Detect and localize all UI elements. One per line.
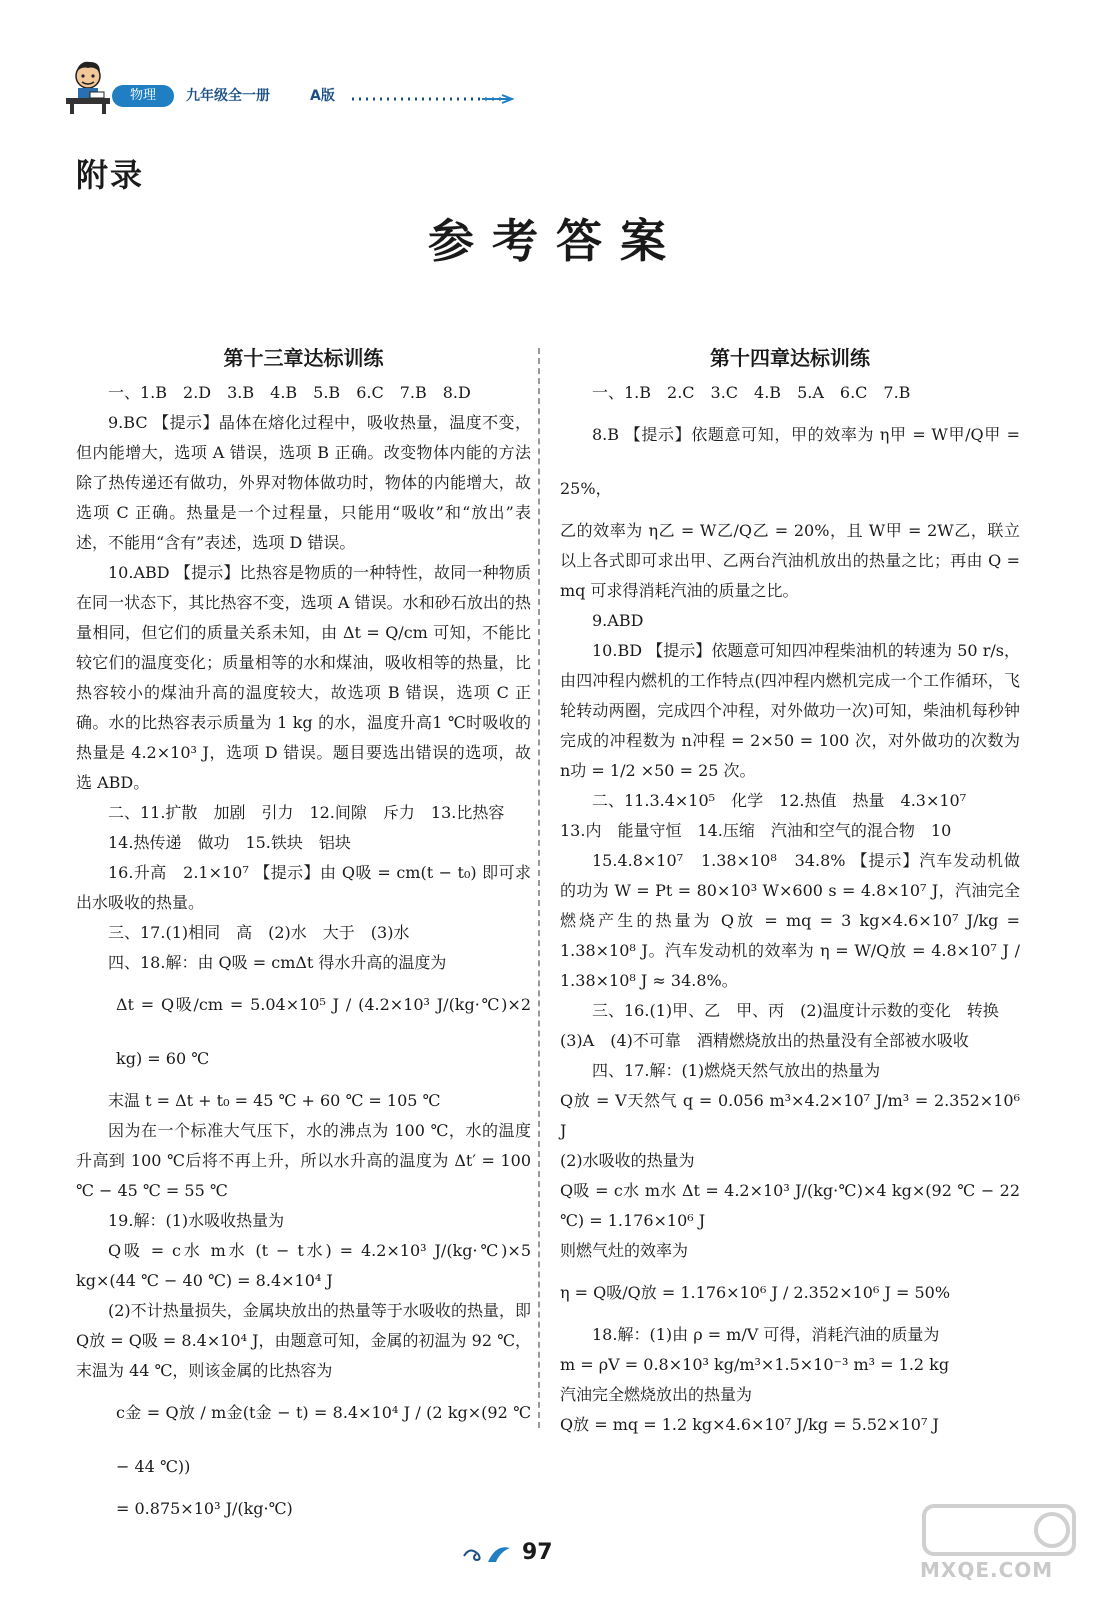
formula-line: m = ρV = 0.8×10³ kg/m³×1.5×10⁻³ m³ = 1.2 kg xyxy=(560,1355,950,1374)
page-number: 97 xyxy=(522,1540,553,1565)
edition-label: A版 xyxy=(310,88,335,104)
answer-line: 10.BD 【提示】依题意可知四冲程柴油机的转速为 50 r/s，由四冲程内燃机的工作特点(四冲程内燃机完成一个工作循环，飞轮转动两圈，完成四个冲程，对外做功一次)可知，柴油机每秒钟完成的冲程数为 n冲程 = 2×50 = 100 次，对外做功的次数为 n功 = 1/2 ×50 = 25 次。 xyxy=(560,641,1020,780)
answer-line: 三、17.(1)相同 高 (2)水 大于 (3)水 xyxy=(108,923,410,942)
answer-line: 末温 t = Δt + t₀ = 45 ℃ + 60 ℃ = 105 ℃ xyxy=(108,1091,441,1110)
dotted-arrow-icon xyxy=(352,94,522,104)
formula-line: c金 = Q放 / m金(t金 − t) = 8.4×10⁴ J / (2 kg×(92 ℃ − 44 ℃)) xyxy=(116,1403,531,1476)
answer-line: 一、1.B 2.D 3.B 4.B 5.B 6.C 7.B 8.D xyxy=(108,383,471,402)
answer-line: 19.解：(1)水吸收热量为 xyxy=(108,1211,285,1230)
formula-line: = 0.875×10³ J/(kg·℃) xyxy=(116,1499,293,1518)
formula-line: η = Q吸/Q放 = 1.176×10⁶ J / 2.352×10⁶ J = 50% xyxy=(560,1283,951,1302)
watermark xyxy=(920,1500,1090,1590)
answer-line: (3)A (4)不可靠 酒精燃烧放出的热量没有全部被水吸收 xyxy=(560,1031,969,1050)
answer-line: 则燃气灶的效率为 xyxy=(560,1241,689,1260)
formula-line: Q放 = mq = 1.2 kg×4.6×10⁷ J/kg = 5.52×10⁷ J xyxy=(560,1415,939,1434)
answer-line: 14.热传递 做功 15.铁块 铝块 xyxy=(108,833,351,852)
answer-line: 15.4.8×10⁷ 1.38×10⁸ 34.8% 【提示】汽车发动机做的功为 W = Pt = 80×10³ W×600 s = 4.8×10⁷ J，汽油完全燃烧产生的热量为 Q放 = mq = 3 kg×4.6×10⁷ J/kg = 1.38×10⁸ J。汽车发动机的效率为 η = W/Q放 = 4.8×10⁷ J / 1.38×10⁸ J ≈ 34.8%。 xyxy=(560,851,1020,990)
answer-line: Q吸 = c水 m水 (t − t水) = 4.2×10³ J/(kg·℃)×5 kg×(44 ℃ − 40 ℃) = 8.4×10⁴ J xyxy=(76,1241,531,1290)
answer-line: (2)水吸收的热量为 xyxy=(560,1151,695,1170)
answer-line: 四、18.解：由 Q吸 = cmΔt 得水升高的温度为 xyxy=(108,953,447,972)
section-title: 第十四章达标训练 xyxy=(710,346,870,370)
boy-at-desk-icon xyxy=(62,58,114,116)
formula-line: Δt = Q吸/cm = 5.04×10⁵ J / (4.2×10³ J/(kg·℃)×2 kg) = 60 ℃ xyxy=(116,995,531,1068)
answer-line: 9.ABD xyxy=(592,611,644,630)
answer-line: 因为在一个标准大气压下，水的沸点为 100 ℃，水的温度升高到 100 ℃后将不再上升，所以水升高的温度为 Δt′ = 100 ℃ − 45 ℃ = 55 ℃ xyxy=(76,1121,531,1200)
page-title: 参考答案 xyxy=(428,214,684,268)
watermark-logo-icon xyxy=(920,1500,1090,1560)
answer-line: 二、11.扩散 加剧 引力 12.间隙 斥力 13.比热容 xyxy=(108,803,505,822)
answer-line: 二、11.3.4×10⁵ 化学 12.热值 热量 4.3×10⁷ xyxy=(592,791,967,810)
column-divider xyxy=(538,348,540,1428)
answer-line: 18.解：(1)由 ρ = m/V 可得，消耗汽油的质量为 xyxy=(592,1325,940,1344)
answer-line: 9.BC 【提示】晶体在熔化过程中，吸收热量，温度不变，但内能增大，选项 A 错误，选项 B 正确。改变物体内能的方法除了热传递还有做功，外界对物体做功时，物体的内能增大，故选项 C 正确。热量是一个过程量，只能用“吸收”和“放出”表述，不能用“含有”表述，选项 D 错误。 xyxy=(76,413,531,552)
answer-line: 10.ABD 【提示】比热容是物质的一种特性，故同一种物质在同一状态下，其比热容不变，选项 A 错误。水和砂石放出的热量相同，但它们的质量关系未知，由 Δt = Q/cm 可知，不能比较它们的温度变化；质量相等的水和煤油，吸收相等的热量，比热容较小的煤油升高的温度较大，故选项 B 错误，选项 C 正确。水的比热容表示质量为 1 kg 的水，温度升高1 ℃时吸收的热量是 4.2×10³ J，选项 D 错误。题目要选出错误的选项，故选 ABD。 xyxy=(76,563,531,792)
answer-line: 13.内 能量守恒 14.压缩 汽油和空气的混合物 10 xyxy=(560,821,952,840)
answer-line: 四、17.解：(1)燃烧天然气放出的热量为 xyxy=(592,1061,881,1080)
right-column xyxy=(560,340,1020,1440)
formula-line: Q吸 = c水 m水 Δt = 4.2×10³ J/(kg·℃)×4 kg×(92 ℃ − 22 ℃) = 1.176×10⁶ J xyxy=(560,1181,1020,1230)
watermark-text: MXQE.COM xyxy=(920,1558,1054,1582)
answer-line: 16.升高 2.1×10⁷ 【提示】由 Q吸 = cm(t − t₀) 即可求出水吸收的热量。 xyxy=(76,863,531,912)
formula-line: Q放 = V天然气 q = 0.056 m³×4.2×10⁷ J/m³ = 2.352×10⁶ J xyxy=(560,1091,1020,1140)
subject-badge: 物理 xyxy=(112,85,174,107)
section-title: 第十三章达标训练 xyxy=(223,346,384,370)
answer-line: (2)不计热量损失，金属块放出的热量等于水吸收的热量，即 Q放 = Q吸 = 8.4×10⁴ J，由题意可知，金属的初温为 92 ℃，末温为 44 ℃，则该金属的比热容为 xyxy=(76,1301,531,1380)
answer-line: 汽油完全燃烧放出的热量为 xyxy=(560,1385,753,1404)
appendix-label: 附录 xyxy=(76,156,145,194)
answer-line: 三、16.(1)甲、乙 甲、丙 (2)温度计示数的变化 转换 xyxy=(592,1001,999,1020)
left-column xyxy=(76,340,531,1524)
answer-line: 一、1.B 2.C 3.C 4.B 5.A 6.C 7.B xyxy=(592,383,911,402)
answer-line: 8.B 【提示】依题意可知，甲的效率为 η甲 = W甲/Q甲 = 25%， xyxy=(560,425,1020,498)
swirl-ornament-icon xyxy=(460,1542,516,1566)
grade-label: 九年级全一册 xyxy=(186,88,270,104)
answer-line: 乙的效率为 η乙 = W乙/Q乙 = 20%，且 W甲 = 2W乙，联立以上各式即可求出甲、乙两台汽油机放出的热量之比；再由 Q = mq 可求得消耗汽油的质量之比。 xyxy=(560,521,1020,600)
page-header xyxy=(62,58,522,118)
